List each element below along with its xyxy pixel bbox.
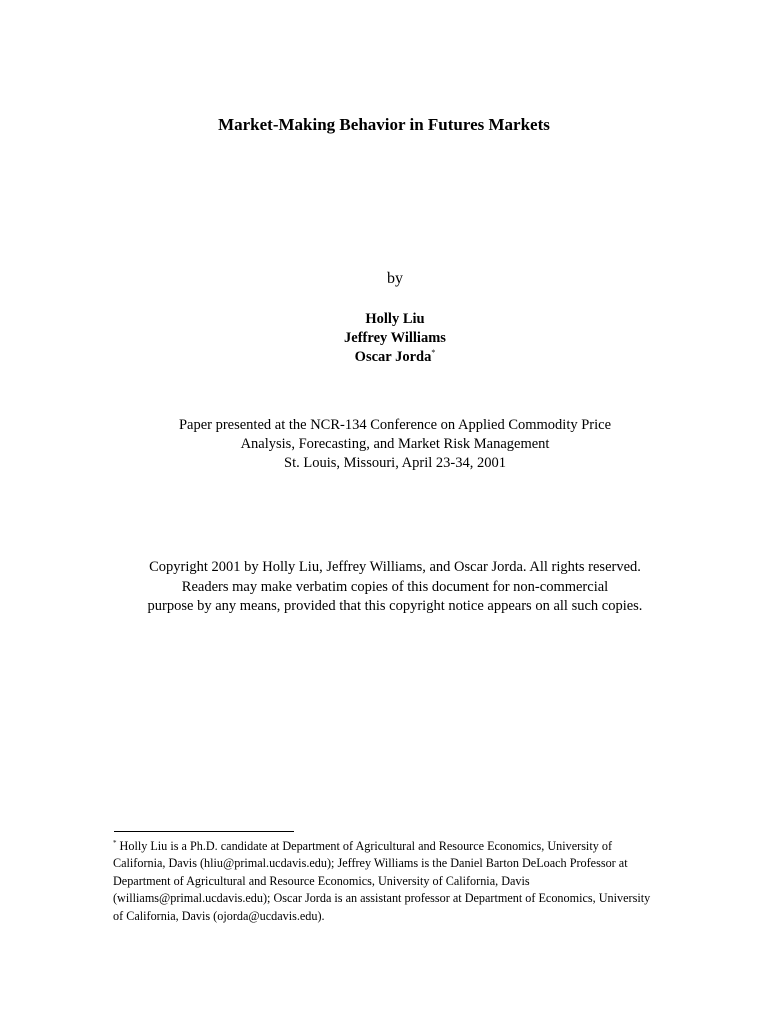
- footnote-mark: *: [113, 838, 117, 847]
- author-name: Holly Liu: [365, 311, 425, 327]
- byline-label: by: [387, 270, 403, 287]
- author-list: [0, 310, 768, 367]
- author-name: [0, 348, 768, 367]
- author-name: Jeffrey Williams: [344, 330, 446, 346]
- author-footnote: [113, 838, 658, 925]
- author-name-text: Oscar Jorda: [354, 349, 432, 365]
- copyright-line: purpose by any means, provided that this copyright notice appears on all such copies.: [147, 598, 643, 614]
- footnote-line: California, Davis (hliu@primal.ucdavis.edu); Jeffrey Williams is the Daniel Barton DeLoach Professor at: [113, 856, 628, 871]
- footnote-line: [113, 838, 658, 855]
- footnote-line: of California, Davis (ojorda@ucdavis.edu).: [113, 908, 325, 923]
- paper-title: Market-Making Behavior in Futures Markets: [218, 115, 550, 134]
- footnote-line: (williams@primal.ucdavis.edu); Oscar Jorda is an assistant professor at Department of Economics, University: [113, 891, 651, 906]
- footnote-text: Holly Liu is a Ph.D. candidate at Department of Agricultural and Resource Economics, University of: [116, 839, 612, 853]
- conference-info: [0, 416, 768, 473]
- copyright-notice: [0, 558, 768, 617]
- footnote-marker: *: [431, 348, 436, 358]
- footnote-line: Department of Agricultural and Resource Economics, University of California, Davis: [113, 873, 530, 888]
- conference-line: Paper presented at the NCR-134 Conference on Applied Commodity Price: [178, 417, 612, 433]
- conference-line: St. Louis, Missouri, April 23-34, 2001: [284, 455, 506, 471]
- conference-line: Analysis, Forecasting, and Market Risk Management: [240, 436, 550, 452]
- copyright-line: Readers may make verbatim copies of this document for non-commercial: [181, 578, 609, 595]
- copyright-line: Copyright 2001 by Holly Liu, Jeffrey Williams, and Oscar Jorda. All rights reserved.: [149, 559, 641, 575]
- footnote-divider: [114, 831, 294, 832]
